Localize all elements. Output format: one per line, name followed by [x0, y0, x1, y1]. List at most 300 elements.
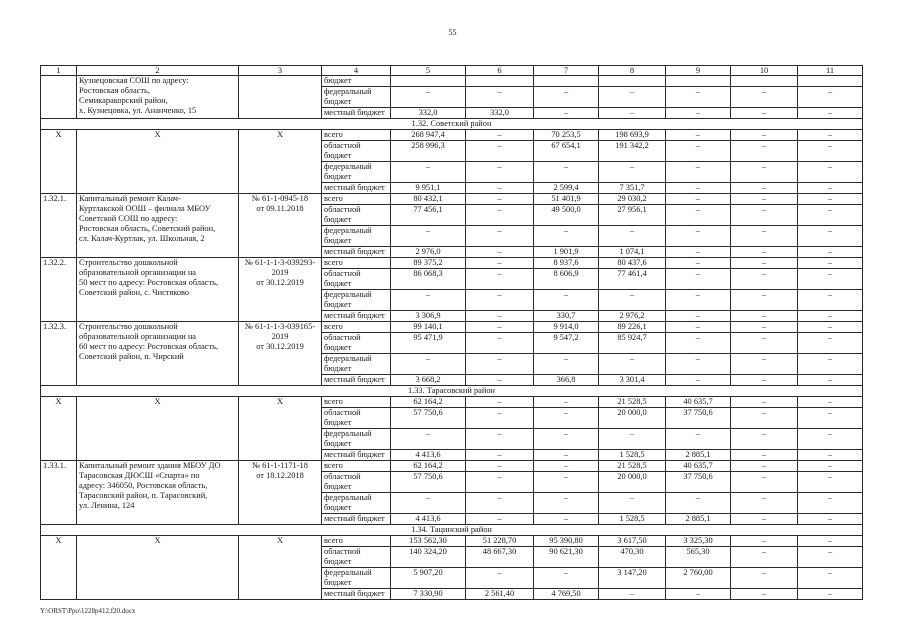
amount-col-6: – [466, 461, 534, 472]
funding-source-line: местный бюджет [324, 108, 385, 117]
funding-source [322, 461, 391, 472]
amount-col-8: – [599, 226, 666, 247]
amount-col-8: – [599, 493, 666, 514]
object-name-line: образовательной организации на [79, 332, 197, 341]
amount-col-11: – [798, 205, 863, 226]
funding-source-line: областной [324, 205, 361, 214]
object-name-line: X [154, 397, 161, 406]
amount-col-5: – [391, 162, 466, 183]
funding-source-line: бюджет [324, 439, 352, 448]
funding-source-line: бюджет [324, 418, 352, 427]
amount-col-10: – [731, 183, 798, 194]
amount-col-10: – [731, 461, 798, 472]
object-name-line: Советской СОШ по адресу: [79, 214, 178, 223]
project-document [239, 322, 322, 386]
item-number: 1.32.1. [41, 194, 77, 258]
amount-col-11: – [798, 311, 863, 322]
amount-col-7: – [534, 450, 599, 461]
amount-col-11: – [798, 461, 863, 472]
amount-col-6: – [466, 333, 534, 354]
amount-col-8: 3 147,20 [599, 568, 666, 589]
funding-source [322, 408, 391, 429]
amount-col-10: – [731, 322, 798, 333]
amount-col-11: – [798, 397, 863, 408]
amount-col-7: 51 401,9 [534, 194, 599, 205]
amount-col-10: – [731, 354, 798, 375]
amount-col-10: – [731, 397, 798, 408]
project-document [239, 194, 322, 258]
object-name-line: 60 мест по адресу: Ростовская область, [79, 342, 219, 351]
page-number: 55 [448, 28, 457, 37]
funding-source-line: бюджет [324, 343, 352, 352]
funding-source [322, 311, 391, 322]
funding-source [322, 547, 391, 568]
amount-col-10: – [731, 269, 798, 290]
amount-col-5: 62 164,2 [391, 461, 466, 472]
section-title: 1.33. Тарасовский район [41, 386, 863, 397]
funding-source-line: бюджет [324, 578, 352, 587]
amount-col-8: 20 000,0 [599, 472, 666, 493]
funding-source-line: федеральный [324, 354, 372, 363]
table-row [41, 397, 863, 408]
funding-source [322, 269, 391, 290]
amount-col-11: – [798, 536, 863, 547]
amount-col-6: – [466, 194, 534, 205]
funding-source-line: областной [324, 547, 361, 556]
funding-source [322, 290, 391, 311]
amount-col-5: 80 432,1 [391, 194, 466, 205]
amount-col-9: – [666, 247, 731, 258]
object-name [77, 76, 239, 119]
amount-col-8: – [599, 162, 666, 183]
amount-col-7: 2 599,4 [534, 183, 599, 194]
project-document [239, 536, 322, 600]
project-document-line: 2019 [271, 332, 289, 341]
section-title: 1.32. Советский район [41, 119, 863, 130]
object-name-line: 50 мест по адресу: Ростовская область, [79, 278, 219, 287]
funding-source-line: местный бюджет [324, 589, 385, 598]
funding-source [322, 205, 391, 226]
amount-col-6: – [466, 290, 534, 311]
amount-col-7: – [534, 226, 599, 247]
column-header-6: 6 [466, 66, 534, 76]
amount-col-7: – [534, 493, 599, 514]
funding-source [322, 354, 391, 375]
amount-col-9: – [666, 333, 731, 354]
amount-col-6: 51 228,70 [466, 536, 534, 547]
column-header-10: 10 [731, 66, 798, 76]
object-name-line: Строительство дошкольной [79, 322, 178, 331]
amount-col-7: 90 621,30 [534, 547, 599, 568]
amount-col-9: 2 760,00 [666, 568, 731, 589]
amount-col-8: – [599, 429, 666, 450]
amount-col-10: – [731, 333, 798, 354]
project-document [239, 130, 322, 194]
amount-col-8: 1 528,5 [599, 450, 666, 461]
funding-source [322, 76, 391, 87]
section-title: 1.34. Тацинский район [41, 525, 863, 536]
amount-col-8: 470,30 [599, 547, 666, 568]
amount-col-9: – [666, 226, 731, 247]
amount-col-8: 7 351,7 [599, 183, 666, 194]
funding-source [322, 194, 391, 205]
amount-col-7: 8 937,6 [534, 258, 599, 269]
amount-col-7: 49 500,0 [534, 205, 599, 226]
funding-source [322, 450, 391, 461]
amount-col-7: 1 901,9 [534, 247, 599, 258]
amount-col-11: – [798, 333, 863, 354]
amount-col-7: – [534, 354, 599, 375]
funding-source-line: федеральный [324, 226, 372, 235]
amount-col-11: – [798, 130, 863, 141]
amount-col-6: 332,0 [466, 108, 534, 119]
object-name-line: Семикаракорский район, [79, 96, 168, 105]
amount-col-11: – [798, 408, 863, 429]
amount-col-7: – [534, 397, 599, 408]
item-number: 1.33.1. [41, 461, 77, 525]
funding-source-line: бюджет [324, 151, 352, 160]
amount-col-8 [599, 76, 666, 87]
object-name-line: Капитальный ремонт здания МБОУ ДО [79, 461, 221, 470]
column-header-2: 2 [77, 66, 239, 76]
funding-source [322, 589, 391, 600]
amount-col-10: – [731, 429, 798, 450]
amount-col-6: 48 667,30 [466, 547, 534, 568]
amount-col-6: – [466, 408, 534, 429]
amount-col-9: – [666, 311, 731, 322]
amount-col-9: – [666, 205, 731, 226]
funding-source [322, 397, 391, 408]
amount-col-5: 62 164,2 [391, 397, 466, 408]
amount-col-7: 8 606,9 [534, 269, 599, 290]
amount-col-8: 80 437,6 [599, 258, 666, 269]
funding-source [322, 141, 391, 162]
amount-col-9: – [666, 108, 731, 119]
funding-source [322, 183, 391, 194]
amount-col-11: – [798, 354, 863, 375]
amount-col-9: – [666, 183, 731, 194]
section-row [41, 386, 863, 397]
amount-col-5: – [391, 87, 466, 108]
object-name-line: сл. Калач-Куртлак, ул. Школьная, 2 [79, 234, 205, 243]
funding-source-line: федеральный [324, 87, 372, 96]
funding-source [322, 514, 391, 525]
amount-col-11: – [798, 162, 863, 183]
amount-col-9: – [666, 162, 731, 183]
table-head [41, 66, 863, 76]
project-document-line: № 61-1-1171-18 [252, 461, 308, 470]
amount-col-7: – [534, 408, 599, 429]
amount-col-11: – [798, 226, 863, 247]
amount-col-9: – [666, 493, 731, 514]
funding-source-line: федеральный [324, 493, 372, 502]
amount-col-5: 3 668,2 [391, 375, 466, 386]
funding-source-line: местный бюджет [324, 375, 385, 384]
object-name-line: Куртлакской ООШ – филиала МБОУ [79, 204, 211, 213]
amount-col-8: 1 528,5 [599, 514, 666, 525]
funding-source-line: федеральный [324, 162, 372, 171]
amount-col-9: – [666, 589, 731, 600]
column-header-3: 3 [239, 66, 322, 76]
funding-source-line: всего [324, 258, 343, 267]
amount-col-10: – [731, 205, 798, 226]
amount-col-9: – [666, 87, 731, 108]
funding-source [322, 226, 391, 247]
table-row [41, 194, 863, 205]
amount-col-5: 258 996,3 [391, 141, 466, 162]
table-row [41, 461, 863, 472]
funding-source-line: местный бюджет [324, 247, 385, 256]
file-path-footer: Y:\ORST\Ppo\1228p412.f20.docx [40, 607, 136, 615]
item-number: X [41, 536, 77, 600]
funding-source [322, 87, 391, 108]
amount-col-11: – [798, 258, 863, 269]
amount-col-6: – [466, 130, 534, 141]
funding-source-line: всего [324, 536, 343, 545]
amount-col-6: – [466, 205, 534, 226]
amount-col-9: – [666, 354, 731, 375]
object-name-line: Кузнецовская СОШ по адресу: [79, 76, 189, 85]
amount-col-6: – [466, 450, 534, 461]
amount-col-10: – [731, 568, 798, 589]
amount-col-11: – [798, 450, 863, 461]
project-document-line: № 61-1-1-3-039165- [244, 322, 316, 331]
funding-source-line: бюджет [324, 279, 352, 288]
project-document-line: от 30.12.2019 [256, 278, 304, 287]
amount-col-11: – [798, 493, 863, 514]
funding-source-line: всего [324, 322, 343, 331]
amount-col-6: – [466, 162, 534, 183]
amount-col-7: – [534, 429, 599, 450]
amount-col-8: 2 976,2 [599, 311, 666, 322]
funding-source-line: бюджет [324, 300, 352, 309]
amount-col-11: – [798, 322, 863, 333]
amount-col-11: – [798, 269, 863, 290]
funding-source [322, 333, 391, 354]
amount-col-10: – [731, 589, 798, 600]
funding-source-line: областной [324, 269, 361, 278]
amount-col-9: 40 635,7 [666, 461, 731, 472]
amount-col-9: – [666, 141, 731, 162]
amount-col-5: – [391, 354, 466, 375]
object-name-line: Тарасовский район, п. Тарасовский, [79, 491, 208, 500]
object-name-line: образовательной организации на [79, 268, 197, 277]
funding-source-line: местный бюджет [324, 311, 385, 320]
funding-source [322, 258, 391, 269]
object-name [77, 258, 239, 322]
amount-col-5: 89 375,2 [391, 258, 466, 269]
amount-col-11: – [798, 183, 863, 194]
amount-col-5: 153 562,30 [391, 536, 466, 547]
funding-source [322, 472, 391, 493]
amount-col-9: – [666, 130, 731, 141]
amount-col-10: – [731, 247, 798, 258]
amount-col-9: – [666, 269, 731, 290]
item-number [41, 76, 77, 119]
amount-col-8: 85 924,7 [599, 333, 666, 354]
amount-col-9: – [666, 258, 731, 269]
amount-col-9: – [666, 429, 731, 450]
amount-col-7: – [534, 108, 599, 119]
funding-source-line: местный бюджет [324, 183, 385, 192]
amount-col-8: – [599, 108, 666, 119]
amount-col-10: – [731, 141, 798, 162]
amount-col-7: 9 914,0 [534, 322, 599, 333]
amount-col-8: 20 000,0 [599, 408, 666, 429]
amount-col-11 [798, 76, 863, 87]
amount-col-9: 2 885,1 [666, 450, 731, 461]
project-document-line: от 18.12.2018 [256, 471, 304, 480]
object-name-line: адресу: 346050, Ростовская область, [79, 481, 208, 490]
amount-col-10: – [731, 162, 798, 183]
table-row [41, 536, 863, 547]
funding-source [322, 322, 391, 333]
column-header-7: 7 [534, 66, 599, 76]
table-row [41, 322, 863, 333]
funding-source [322, 536, 391, 547]
object-name-line: Тарасовская ДЮСШ «Спарта» по [79, 471, 200, 480]
funding-source-line: местный бюджет [324, 450, 385, 459]
amount-col-11: – [798, 87, 863, 108]
funding-source-line: бюджет [324, 236, 352, 245]
amount-col-8: – [599, 290, 666, 311]
section-row [41, 525, 863, 536]
funding-source-line: бюджет [324, 97, 352, 106]
amount-col-6: – [466, 322, 534, 333]
project-document [239, 397, 322, 461]
amount-col-8: 89 226,1 [599, 322, 666, 333]
amount-col-11: – [798, 108, 863, 119]
table-row [41, 258, 863, 269]
funding-source-line: всего [324, 397, 343, 406]
object-name-line: Капитальный ремонт Калач- [79, 194, 181, 203]
amount-col-10: – [731, 226, 798, 247]
object-name-line: Ростовская область, Советский район, [79, 224, 216, 233]
amount-col-8: 27 956,1 [599, 205, 666, 226]
amount-col-8: 29 030,2 [599, 194, 666, 205]
amount-col-11: – [798, 589, 863, 600]
funding-source [322, 493, 391, 514]
funding-source [322, 247, 391, 258]
amount-col-6: – [466, 226, 534, 247]
amount-col-7: – [534, 568, 599, 589]
amount-col-6: – [466, 429, 534, 450]
object-name-line: х. Кузнецовка, ул. Ананченко, 15 [79, 106, 197, 115]
amount-col-6: – [466, 183, 534, 194]
amount-col-6: – [466, 311, 534, 322]
funding-source-line: бюджет [324, 503, 352, 512]
item-number: X [41, 397, 77, 461]
funding-source-line: федеральный [324, 429, 372, 438]
amount-col-8: 3 301,4 [599, 375, 666, 386]
column-header-4: 4 [322, 66, 391, 76]
object-name [77, 322, 239, 386]
amount-col-6: – [466, 568, 534, 589]
amount-col-7: – [534, 87, 599, 108]
funding-source-line: областной [324, 472, 361, 481]
amount-col-5: – [391, 429, 466, 450]
amount-col-5: 7 330,90 [391, 589, 466, 600]
amount-col-11: – [798, 429, 863, 450]
amount-col-7: – [534, 472, 599, 493]
funding-source-line: всего [324, 130, 343, 139]
funding-source-line: бюджет [324, 364, 352, 373]
amount-col-11: – [798, 472, 863, 493]
amount-col-5: 9 951,1 [391, 183, 466, 194]
table-body [41, 76, 863, 600]
column-header-8: 8 [599, 66, 666, 76]
amount-col-11: – [798, 247, 863, 258]
budget-table [40, 65, 863, 600]
amount-col-8: 191 342,2 [599, 141, 666, 162]
amount-col-7: – [534, 162, 599, 183]
amount-col-9 [666, 76, 731, 87]
amount-col-9: – [666, 194, 731, 205]
amount-col-5: 3 306,9 [391, 311, 466, 322]
object-name-line: Советский район, с. Чистяково [79, 288, 190, 297]
project-document-line: X [276, 397, 284, 406]
amount-col-6: – [466, 141, 534, 162]
project-document [239, 76, 322, 119]
amount-col-11: – [798, 514, 863, 525]
amount-col-5: 86 068,3 [391, 269, 466, 290]
amount-col-5: 268 947,4 [391, 130, 466, 141]
funding-source-line: бюджет [324, 172, 352, 181]
amount-col-8: – [599, 354, 666, 375]
funding-source-line: областной [324, 333, 361, 342]
column-header-11: 11 [798, 66, 863, 76]
amount-col-6: 2 561,40 [466, 589, 534, 600]
table-row [41, 76, 863, 87]
amount-col-9: – [666, 322, 731, 333]
amount-col-7: 9 547,2 [534, 333, 599, 354]
amount-col-8: – [599, 87, 666, 108]
amount-col-6: – [466, 514, 534, 525]
amount-col-6 [466, 76, 534, 87]
amount-col-6: – [466, 87, 534, 108]
funding-source [322, 130, 391, 141]
amount-col-9: 40 635,7 [666, 397, 731, 408]
amount-col-10: – [731, 290, 798, 311]
project-document [239, 461, 322, 525]
amount-col-5: 332,0 [391, 108, 466, 119]
amount-col-5: – [391, 493, 466, 514]
funding-source [322, 568, 391, 589]
amount-col-6: – [466, 493, 534, 514]
funding-source-line: областной [324, 141, 361, 150]
amount-col-8: 77 461,4 [599, 269, 666, 290]
amount-col-8: 3 617,50 [599, 536, 666, 547]
object-name [77, 397, 239, 461]
amount-col-5 [391, 76, 466, 87]
project-document-line: X [276, 536, 284, 545]
amount-col-7: 70 253,5 [534, 130, 599, 141]
object-name-line: Ростовская область, [79, 86, 150, 95]
amount-col-5: 99 140,1 [391, 322, 466, 333]
amount-col-10: – [731, 130, 798, 141]
section-row [41, 119, 863, 130]
amount-col-8: 198 693,9 [599, 130, 666, 141]
amount-col-10: – [731, 108, 798, 119]
table-row [41, 130, 863, 141]
amount-col-11: – [798, 375, 863, 386]
item-number: 1.32.3. [41, 322, 77, 386]
amount-col-9: 37 750,6 [666, 408, 731, 429]
amount-col-7: 4 769,50 [534, 589, 599, 600]
amount-col-9: – [666, 290, 731, 311]
amount-col-10: – [731, 258, 798, 269]
project-document-line: от 30.12.2019 [256, 342, 304, 351]
